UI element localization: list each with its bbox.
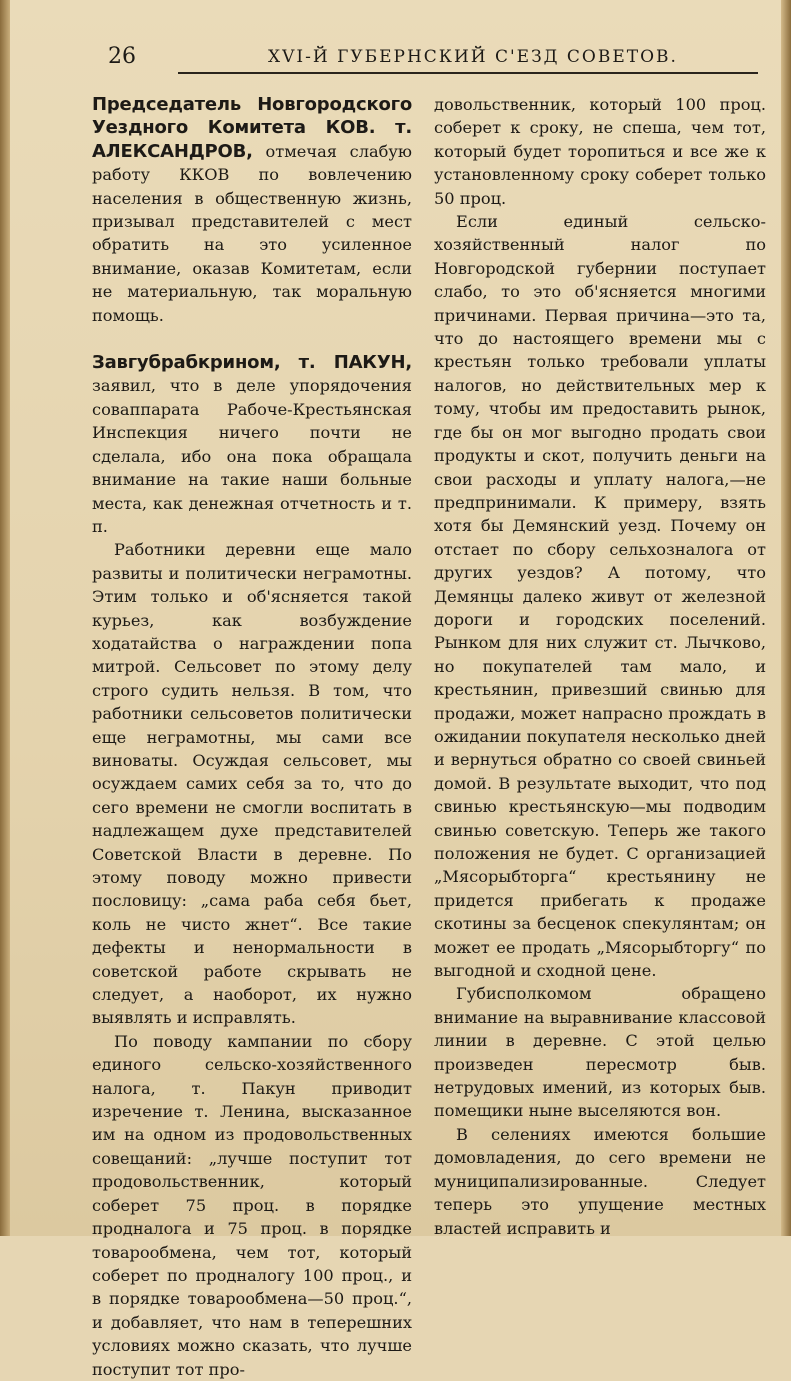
left-column: [92, 93, 412, 1381]
paragraph-village-workers: Работники деревни еще мало развиты и политически неграмотны. Этим только и об'ясняется такой курьез, как возбуждение ходатайства о награждении попа митрой. Сельсовет по этому делу строго судить нельзя. В том, что работники сельсоветов политически еще неграмотны, мы сами все виноваты. Осуждая сельсовет, мы осуждаем самих себя за то, что до сего времени не смогли воспитать в надлежащем духе представителей Советской Власти в деревне. По этому поводу можно привести пословицу: „сама раба себя бьет, коль не чисто жнет“. Все такие дефекты и ненормальности в советской работе скрывать не следует, а наоборот, их нужно выявлять и исправлять.: [92, 540, 412, 1028]
speaker-lead-aleksandrov: Председатель Новгородского Уездного Комитета КОВ. т. АЛЕКСАНДРОВ,: [92, 94, 412, 162]
paragraph-aleksandrov: [92, 93, 412, 327]
page-header: [108, 44, 758, 74]
header-rule: [178, 72, 758, 74]
speaker-lead-pakun: Завгубрабкрином, т. ПАКУН,: [92, 352, 412, 374]
paragraph-pakun: [92, 351, 412, 538]
paragraph-municipalization: В селениях имеются большие домовладения, до сего времени не муниципализированные. Следует теперь это упущение местных властей исправить и: [434, 1124, 766, 1238]
page-edge-right: [781, 0, 791, 1236]
paragraph-text: заявил, что в деле упорядочения соваппарата Рабоче-Крестьянская Инспекция ничего почти не сделала, ибо она пока обращала внимание на такие наши больные места, как денежная отчетность и т. п.: [92, 376, 412, 536]
paragraph-text: отмечая слабую работу ККОВ по вовлечению населения в общественную жизнь, призывал представителей с мест обратить на это усиленное внимание, оказав Комитетам, если не материальную, так моральную помощь.: [92, 141, 412, 325]
paragraph-continuation: довольственник, который 100 проц. соберет к сроку, не спеша, чем тот, который будет торопиться и все же к установленному сроку соберет только 50 проц.: [434, 95, 766, 208]
page-binding-shadow-left: [0, 0, 10, 1236]
paragraph-tax-reasons: Если единый сельско-хозяйственный налог по Новгородской губернии поступает слабо, то это об'ясняется многими причинами. Первая причина—это та, что до настоящего времени мы с крестьян только требовали уплаты налогов, но действительных мер к тому, чтобы им предоставить рынок, где бы он мог выгодно продать свои продукты и скот, получить деньги на свои расходы и уплату налога,—не предпринимали. К примеру, взять хотя бы Демянский уезд. Почему он отстает по сбору сельхозналога от других уездов? А потому, что Демянцы далеко живут от железной дороги и городских поселений. Рынком для них служит ст. Лычково, но покупателей там мало, и крестьянин, привезший свинью для продажи, может напрасно прождать в ожидании покупателя несколько дней и вернуться обратно со своей свиньей домой. В результате выходит, что под свинью крестьянскую—мы подводим свинью советскую. Теперь же такого положения не будет. С организацией „Мясорыбторга“ крестьянину не придется прибегать к продаже скотины за бесценок спекулянтам; он может ее продать „Мясорыбторгу“ по выгодной и сходной цене.: [434, 212, 766, 981]
paragraph-class-line: Губисполкомом обращено внимание на выравнивание классовой линии в деревне. С этой целью произведен пересмотр быв. нетрудовых имений, из которых быв. помещики ныне выселяются вон.: [434, 984, 766, 1121]
paragraph-tax-campaign: По поводу кампании по сбору единого сельско-хозяйственного налога, т. Пакун приводит изречение т. Ленина, высказанное им на одном из продовольственных совещаний: „лучше поступит тот продовольственник, который соберет 75 проц. в порядке продналога и 75 проц. в порядке товарообмена, чем тот, который соберет по продналогу 100 проц., и в порядке товарообмена—50 проц.“, и добавляет, что нам в теперешних условиях можно сказать, что лучше поступит тот про-: [92, 1031, 412, 1379]
running-title: XVI-Й ГУБЕРНСКИЙ С'ЕЗД СОВЕТОВ.: [268, 47, 678, 67]
page-number: 26: [108, 44, 136, 69]
right-column: [434, 93, 766, 1240]
